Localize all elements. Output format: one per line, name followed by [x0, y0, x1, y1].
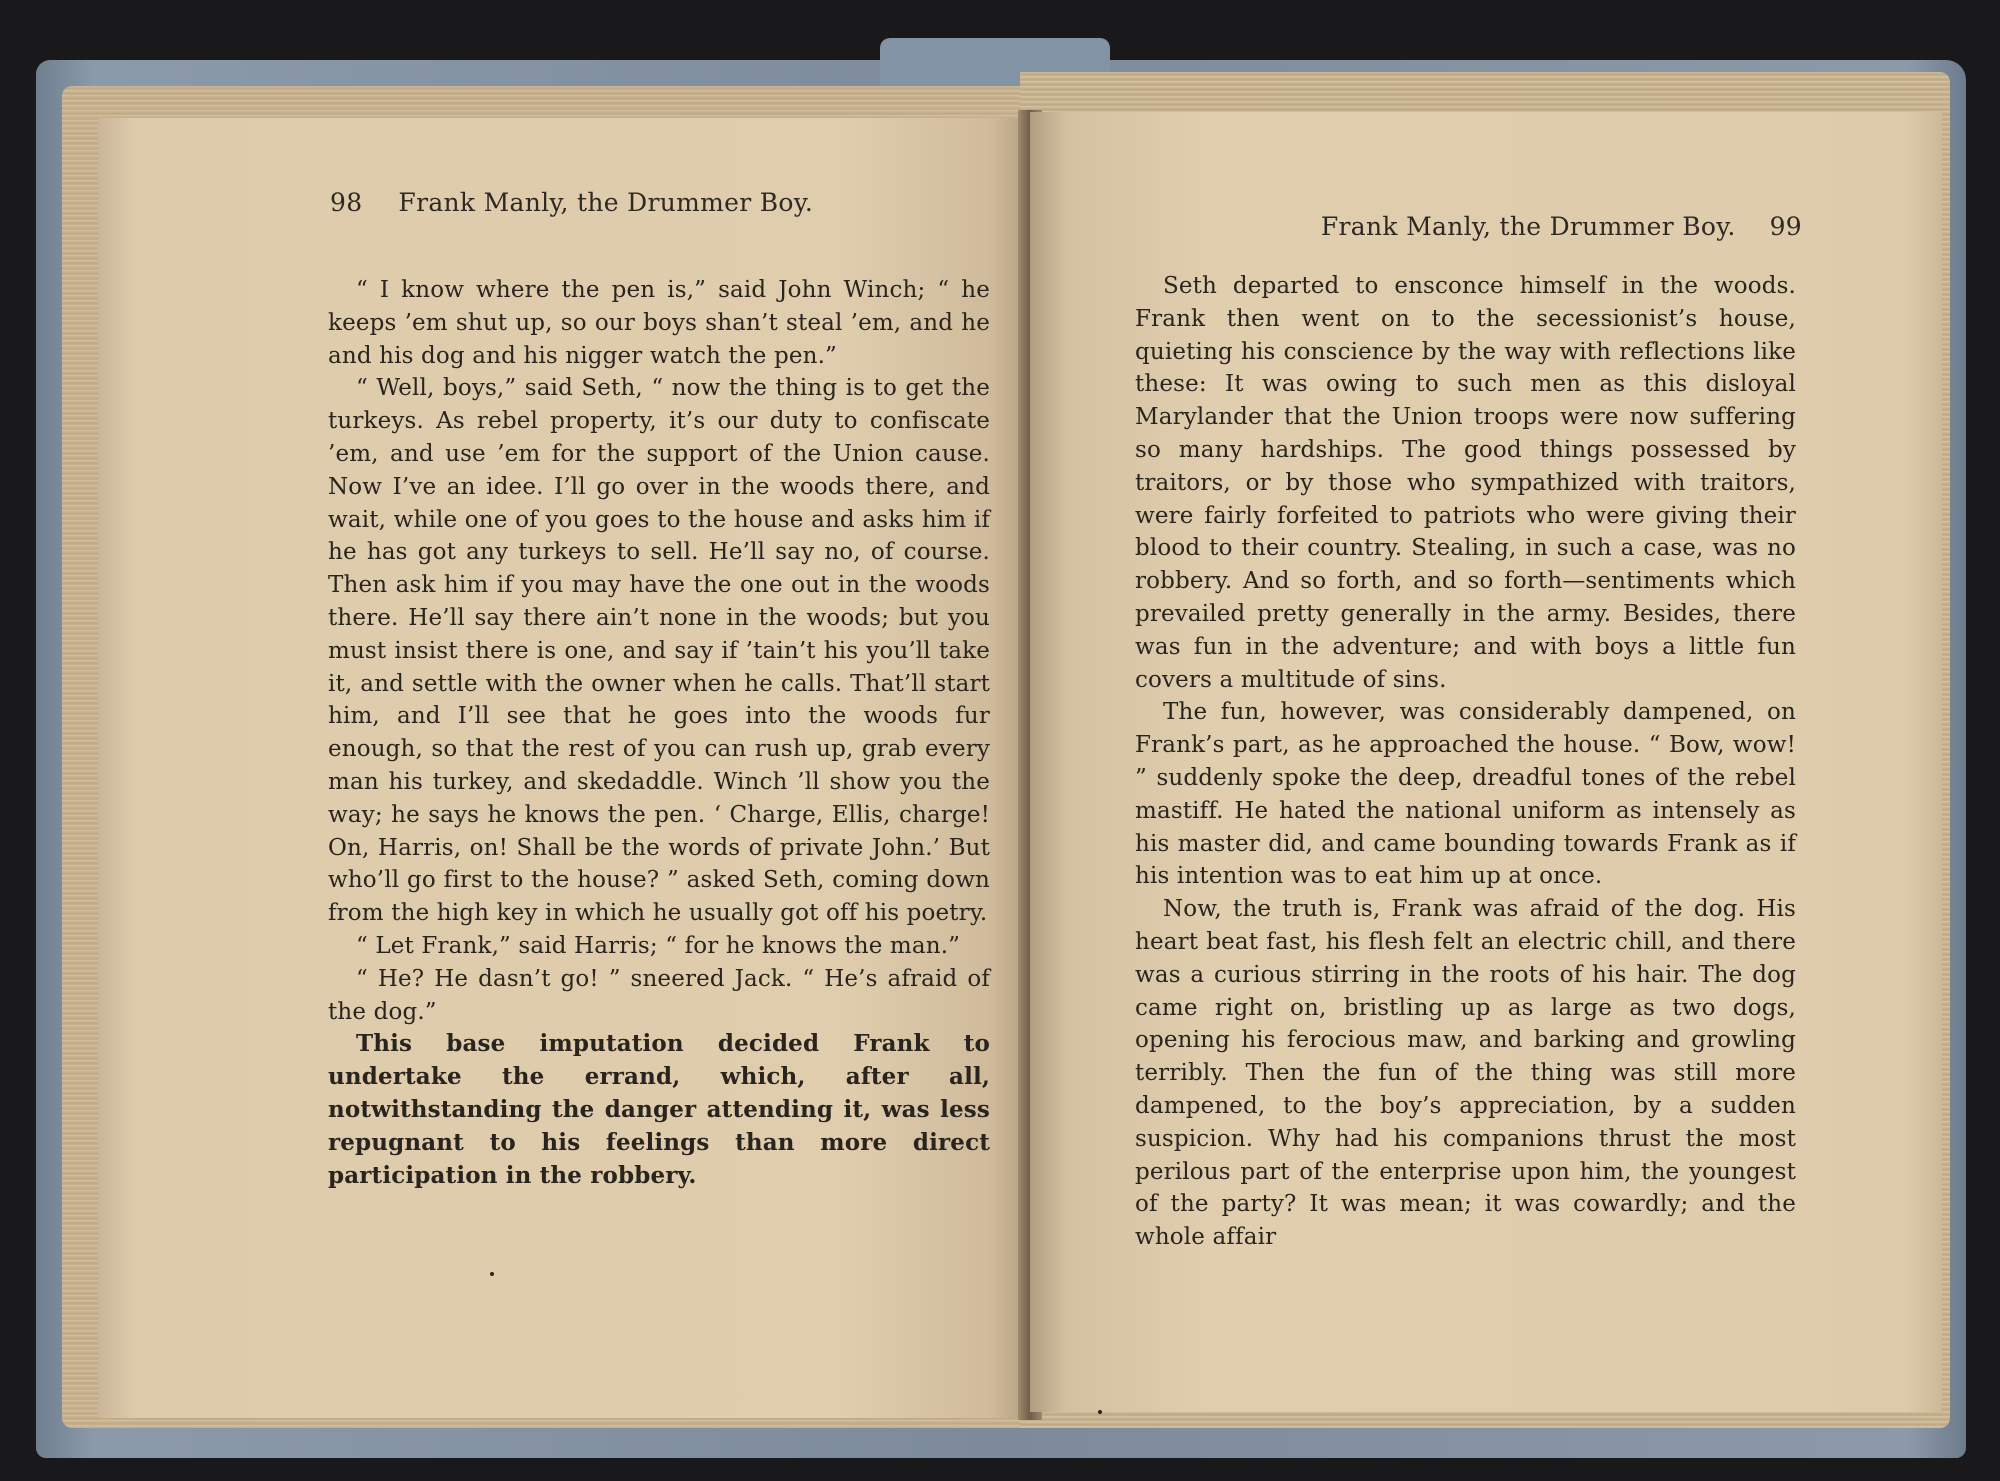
left-page — [98, 118, 1028, 1418]
paragraph: Seth departed to ensconce himself in the woods. Frank then went on to the secessionist’s house, quieting his conscience by the way with reflections like these: It was owing to such men as this disloyal Marylander that the Union troops were now suffering so many hardships. The good things possessed by traitors, or by those who sympathized with traitors, were fairly forfeited to patriots who were giving their blood to their country. Stealing, in such a case, was no robbery. And so forth, and so forth—sentiments which prevailed pretty generally in the army. Besides, there was fun in the adventure; and with boys a little fun covers a multitude of sins. — [1135, 273, 1796, 693]
right-body-text — [1135, 270, 1796, 1254]
left-running-title: Frank Manly, the Drummer Boy. — [398, 188, 814, 217]
ink-speck — [1098, 1410, 1102, 1414]
right-running-title: Frank Manly, the Drummer Boy. — [1320, 212, 1736, 241]
paragraph: The fun, however, was considerably dampened, on Frank’s part, as he approached the house. “ Bow, wow! ” suddenly spoke the deep, dreadful tones of the rebel mastiff. He hated the national uniform as intensely as his master did, and came bounding towards Frank as if his intention was to eat him up at once. — [1135, 699, 1796, 890]
right-page-number: 99 — [1769, 212, 1802, 241]
paragraph: “ I know where the pen is,” said John Winch; “ he keeps ’em shut up, so our boys shan’t steal ’em, and he and his dog and his nigger watch the pen.” — [328, 277, 990, 369]
left-running-head — [330, 188, 980, 217]
paragraph: “ Well, boys,” said Seth, “ now the thing is to get the turkeys. As rebel property, it’s our duty to confiscate ’em, and use ’em for the support of the Union cause. Now I’ve an idee. I’ll go over in the woods there, and wait, while one of you goes to the house and asks him if he has got any turkeys to sell. He’ll say no, of course. Then ask him if you may have the one out in the woods there. He’ll say there ain’t none in the woods; but you must insist there is one, and say if ’tain’t his you’ll take it, and settle with the owner when he calls. That’ll start him, and I’ll see that he goes into the woods fur enough, so that the rest of you can rush up, grab every man his turkey, and skedaddle. Winch ’ll show you the way; he says he knows the pen. ‘ Charge, Ellis, charge! On, Harris, on! Shall be the words of private John.’ But who’ll go first to the house? ” asked Seth, coming down from the high key in which he usually got off his poetry. — [328, 375, 990, 927]
ink-speck — [490, 1272, 494, 1276]
left-page-number: 98 — [330, 188, 363, 217]
paragraph: “ He? He dasn’t go! ” sneered Jack. “ He’s afraid of the dog.” — [328, 965, 990, 1025]
paragraph: “ Let Frank,” said Harris; “ for he knows the man.” — [356, 932, 961, 959]
paragraph: This base imputation decided Frank to undertake the errand, which, after all, notwithstanding the danger attending it, was less repugnant to his feelings than more direct participation in the robbery. — [328, 1030, 990, 1189]
right-running-head — [1220, 212, 1802, 241]
paragraph: Now, the truth is, Frank was afraid of the dog. His heart beat fast, his flesh felt an electric chill, and there was a curious stirring in the roots of his hair. The dog came right on, bristling up as large as two dogs, opening his ferocious maw, and barking and growling terribly. Then the fun of the thing was still more dampened, to the boy’s appreciation, by a sudden suspicion. Why had his companions thrust the most perilous part of the enterprise upon him, the youngest of the party? It was mean; it was cowardly; and the whole affair — [1135, 896, 1796, 1251]
right-page — [1030, 112, 1942, 1412]
left-body-text — [328, 274, 990, 1192]
